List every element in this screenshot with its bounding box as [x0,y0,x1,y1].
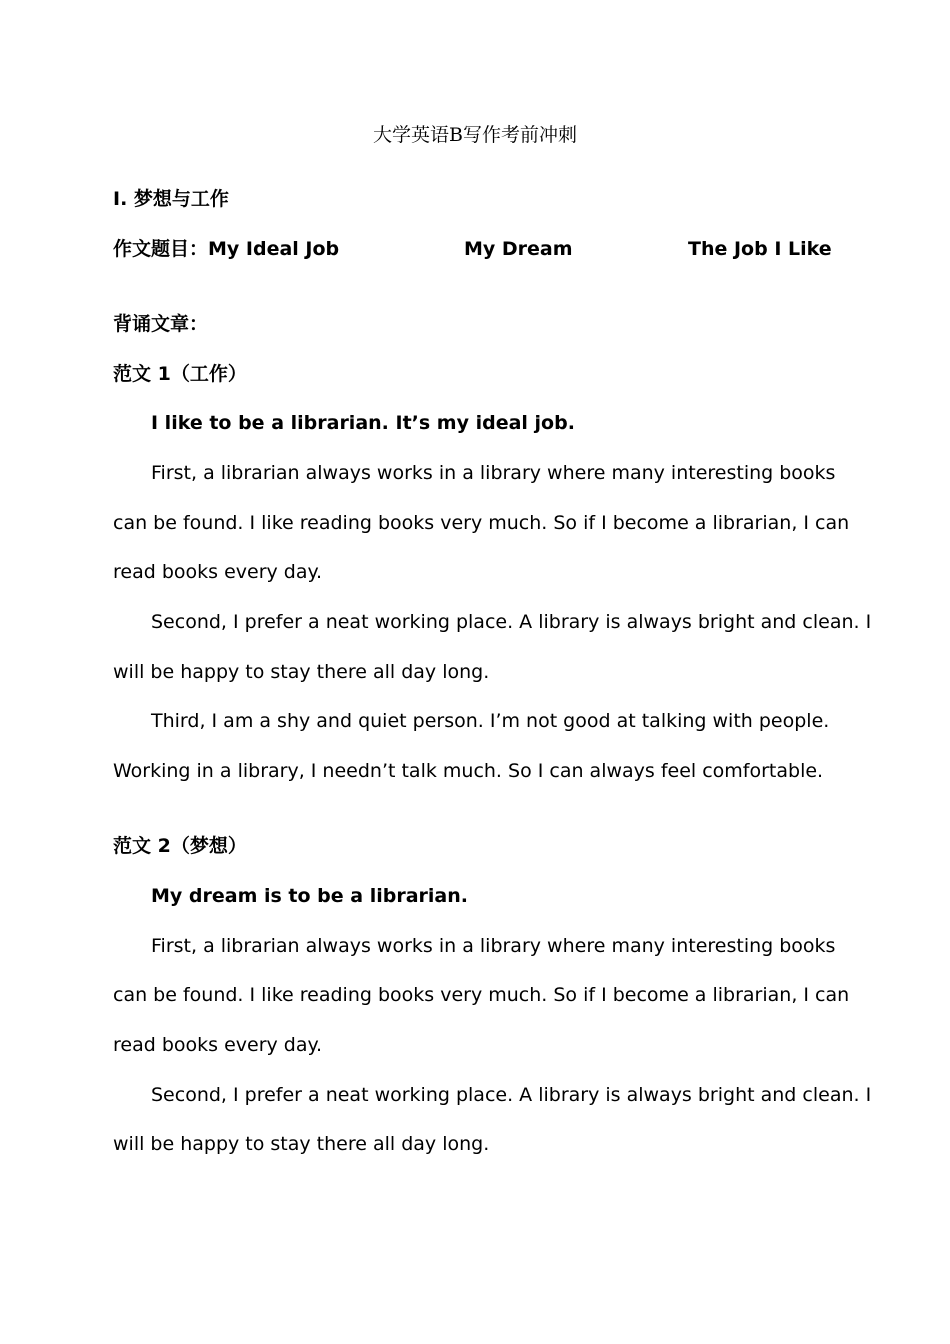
topic-my-dream: My Dream [464,238,573,260]
section-heading: I. 梦想与工作 [113,188,229,210]
essay1-heading: 范文 1（工作） [113,363,247,385]
essay2-line: can be found. I like reading books very much. So if I become a librarian, I can [113,984,850,1006]
essay2-heading: 范文 2（梦想） [113,835,247,857]
essay1-line: Working in a library, I needn’t talk much. So I can always feel comfortable. [113,760,824,782]
essay1-line: Second, I prefer a neat working place. A library is always bright and clean. I [151,611,872,633]
topic-label: 作文题目：My Ideal Job [113,238,340,260]
essay2-line: will be happy to stay there all day long. [113,1133,490,1155]
essay2-line: Second, I prefer a neat working place. A library is always bright and clean. I [151,1084,872,1106]
essay1-line: can be found. I like reading books very much. So if I become a librarian, I can [113,512,850,534]
essay1-line: First, a librarian always works in a library where many interesting books [151,462,836,484]
document-title: 大学英语B写作考前冲刺 [373,124,577,146]
essay1-line: read books every day. [113,561,323,583]
essay1-line: will be happy to stay there all day long. [113,661,490,683]
essay2-lead: My dream is to be a librarian. [151,885,468,907]
recite-label: 背诵文章： [113,313,209,335]
essay2-line: First, a librarian always works in a library where many interesting books [151,935,836,957]
essay-topics-row [113,236,833,262]
essay1-line: Third, I am a shy and quiet person. I’m not good at talking with people. [151,710,830,732]
essay1-lead: I like to be a librarian. It’s my ideal job. [151,412,575,434]
essay2-line: read books every day. [113,1034,323,1056]
topic-job-i-like: The Job I Like [688,238,832,260]
